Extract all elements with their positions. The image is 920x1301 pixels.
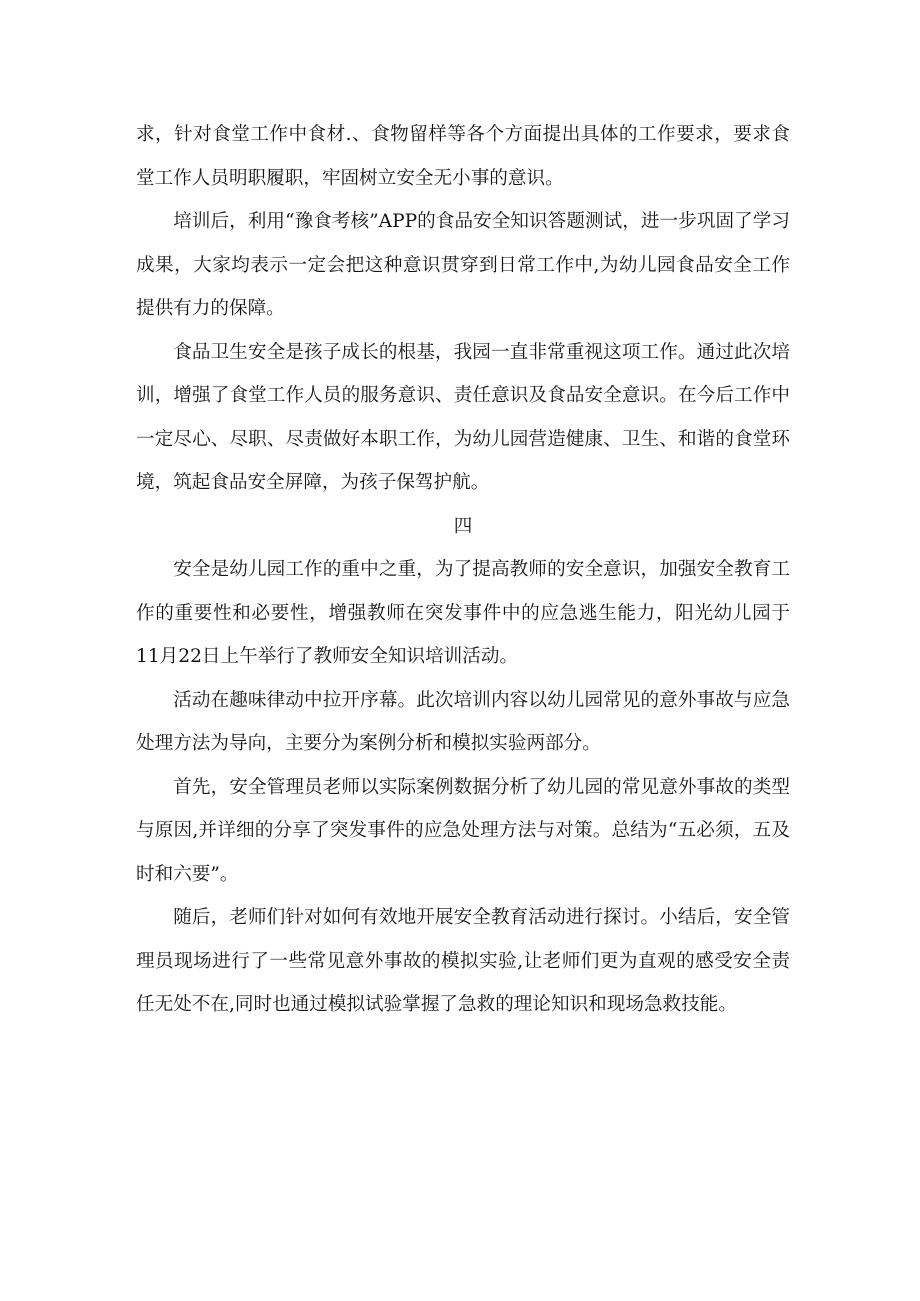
paragraph-continuation: 求，针对食堂工作中食材.、食物留样等各个方面提出具体的工作要求，要求食堂工作人员明职履职，牢固树立安全无小事的意识。 xyxy=(136,124,790,189)
paragraph: 随后，老师们针对如何有效地开展安全教育活动进行探讨。小结后，安全管理员现场进行了一些常见意外事故的模拟实验,让老师们更为直观的感受安全责任无处不在,同时也通过模拟试验掌握了急救的理论知识和现场急救技能。 xyxy=(136,907,790,1015)
section-heading: 四 xyxy=(453,515,473,537)
paragraph: 食品卫生安全是孩子成长的根基，我园一直非常重视这项工作。通过此次培训，增强了食堂工作人员的服务意识、责任意识及食品安全意识。在今后工作中一定尽心、尽职、尽责做好本职工作，为幼儿园营造健康、卫生、和谐的食堂环境，筑起食品安全屏障，为孩子保驾护航。 xyxy=(136,341,790,493)
paragraph: 安全是幼儿园工作的重中之重，为了提高教师的安全意识，加强安全教育工作的重要性和必要性，增强教师在突发事件中的应急逃生能力，阳光幼儿园于11月22日上午举行了教师安全知识培训活动。 xyxy=(136,559,790,667)
paragraph: 培训后，利用“豫食考核”APP的食品安全知识答题测试，进一步巩固了学习成果，大家均表示一定会把这种意识贯穿到日常工作中,为幼儿园食品安全工作提供有力的保障。 xyxy=(136,211,790,319)
paragraph: 首先，安全管理员老师以实际案例数据分析了幼儿园的常见意外事故的类型与原因,并详细的分享了突发事件的应急处理方法与对策。总结为“五必须，五及时和六要”。 xyxy=(136,776,790,885)
document-body xyxy=(136,113,790,1027)
paragraph: 活动在趣味律动中拉开序幕。此次培训内容以幼儿园常见的意外事故与应急处理方法为导向，主要分为案例分析和模拟实验两部分。 xyxy=(136,689,790,754)
